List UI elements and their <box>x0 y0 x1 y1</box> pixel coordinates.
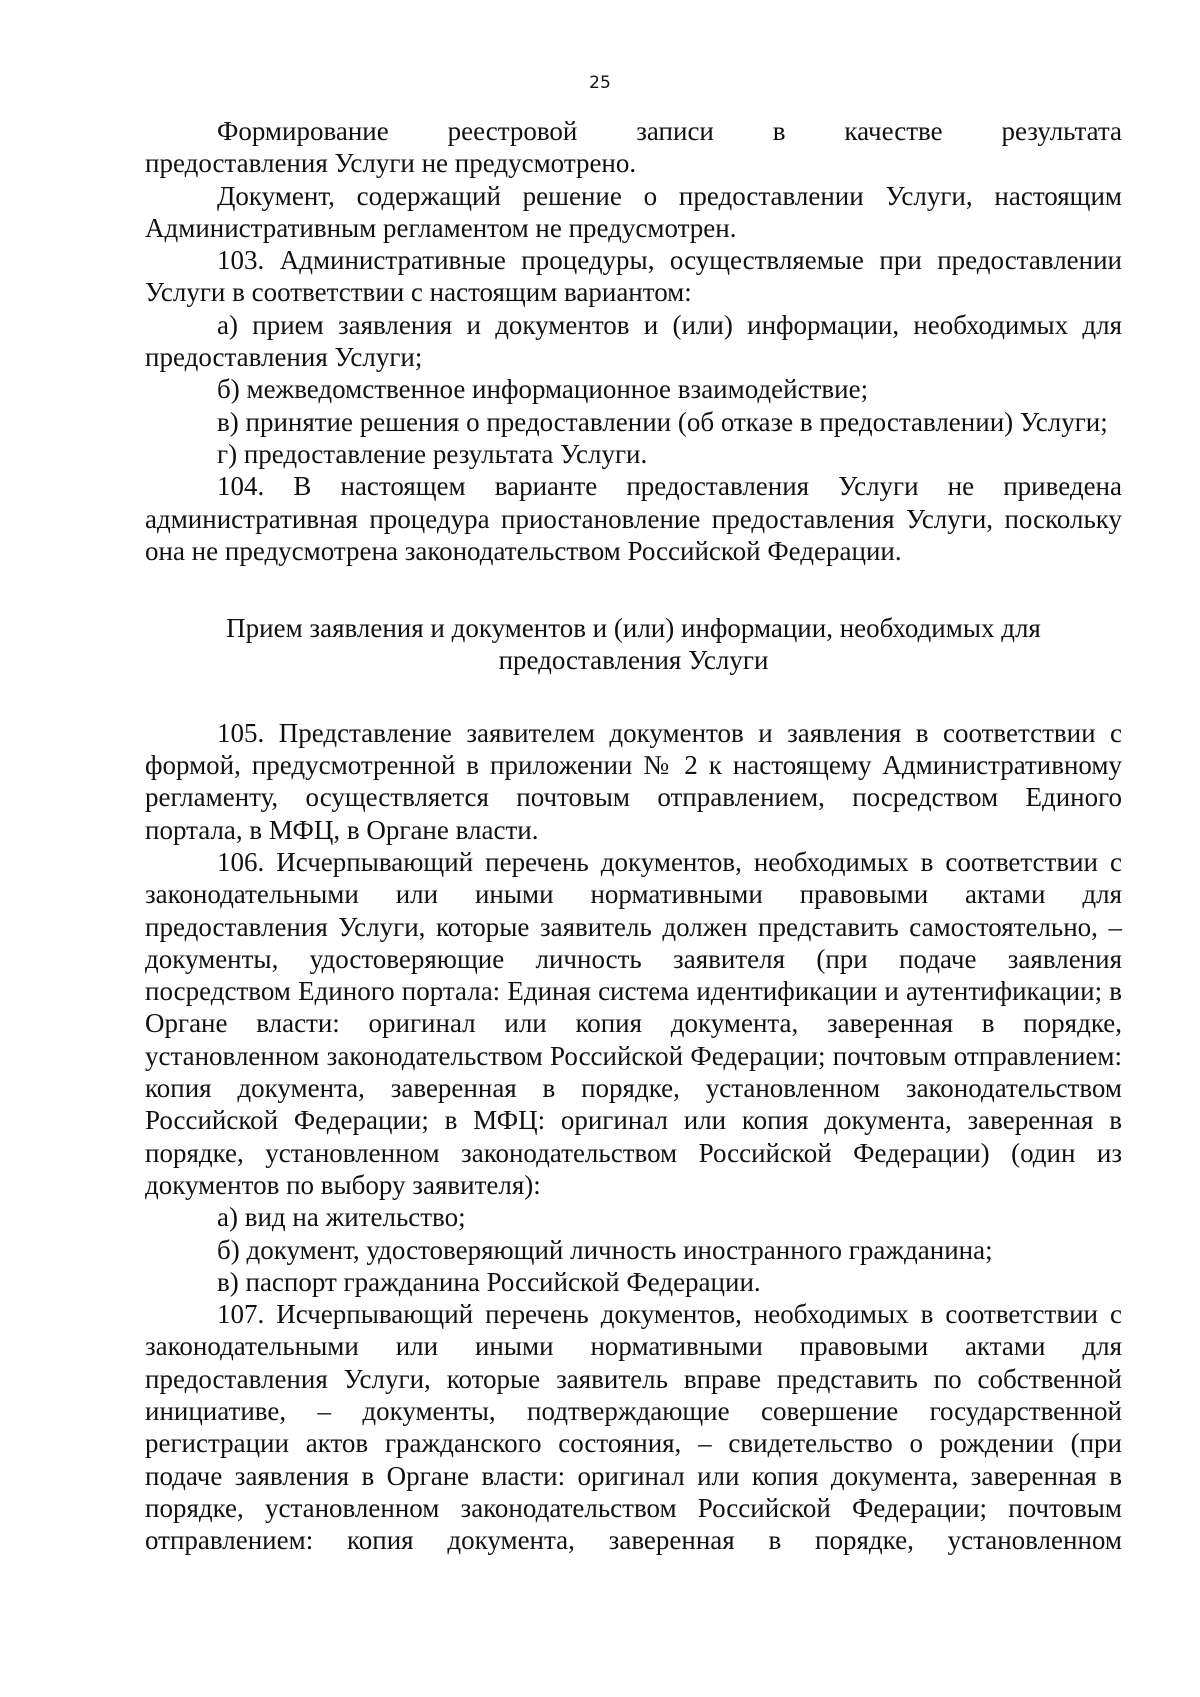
section-heading-line1: Прием заявления и документов и (или) информации, необходимых для <box>226 613 1041 644</box>
list-item-a-residence: а) вид на жительство; <box>217 1202 466 1233</box>
page-number: 25 <box>589 73 611 93</box>
list-item-b-foreign-id: б) документ, удостоверяющий личность иностранного гражданина; <box>217 1234 993 1265</box>
paragraph-103: 103. Административные процедуры, осуществляемые при предоставлении Услуги в соответствии с настоящим вариантом: <box>145 245 1122 308</box>
paragraph-registry-record-line2: предоставления Услуги не предусмотрено. <box>145 148 637 179</box>
document-body <box>145 115 1122 1556</box>
section-heading <box>185 612 1082 677</box>
list-item-g: г) предоставление результата Услуги. <box>217 438 648 469</box>
section-heading-line2: предоставления Услуги <box>498 645 769 676</box>
list-item-v-passport: в) паспорт гражданина Российской Федерации. <box>217 1266 761 1297</box>
list-item-a: а) прием заявления и документов и (или) информации, необходимых для предоставления Услуги; <box>145 309 1122 373</box>
paragraph-105: 105. Представление заявителем документов и заявления в соответствии с формой, предусмотренной в приложении № 2 к настоящему Административному регламенту, осуществляется почтовым отправлением, посредством Единого портала, в МФЦ, в Органе власти. <box>145 717 1122 845</box>
paragraph-104: 104. В настоящем варианте предоставления Услуги не приведена административная процедура приостановление предоставления Услуги, поскольку она не предусмотрена законодательством Российской Федерации. <box>145 471 1122 566</box>
paragraph-106: 106. Исчерпывающий перечень документов, необходимых в соответствии с законодательными или иными нормативными правовыми актами для предоставления Услуги, которые заявитель должен представить самостоятельно, – документы, удостоверяющие личность заявителя (при подаче заявления посредством Единого портала: Единая система идентификации и аутентификации; в Органе власти: оригинал или копия документа, заверенная в порядке, установленном законодательством Российской Федерации; почтовым отправлением: копия документа, заверенная в порядке, установленном законодательством Российской Федерации; в МФЦ: оригинал или копия документа, заверенная в порядке, установленном законодательством Российской Федерации) (один из документов по выбору заявителя): <box>145 846 1122 1200</box>
paragraph-registry-record-line1: Формирование реестровой записи в качестве результата <box>217 116 1122 146</box>
paragraph-107: 107. Исчерпывающий перечень документов, необходимых в соответствии с законодательными или иными нормативными правовыми актами для предоставления Услуги, которые заявитель вправе представить по собственной инициативе, – документы, подтверждающие совершение государственной регистрации актов гражданского состояния, – свидетельство о рождении (при подаче заявления в Органе власти: оригинал или копия документа, заверенная в порядке, установленном законодательством Российской Федерации; почтовым отправлением: копия документа, заверенная в порядке, установленном <box>145 1299 1122 1556</box>
list-item-v: в) принятие решения о предоставлении (об отказе в предоставлении) Услуги; <box>217 406 1108 437</box>
paragraph-decision-document: Документ, содержащий решение о предоставлении Услуги, настоящим Административным регламентом не предусмотрен. <box>145 180 1122 243</box>
list-item-b: б) межведомственное информационное взаимодействие; <box>217 374 869 405</box>
